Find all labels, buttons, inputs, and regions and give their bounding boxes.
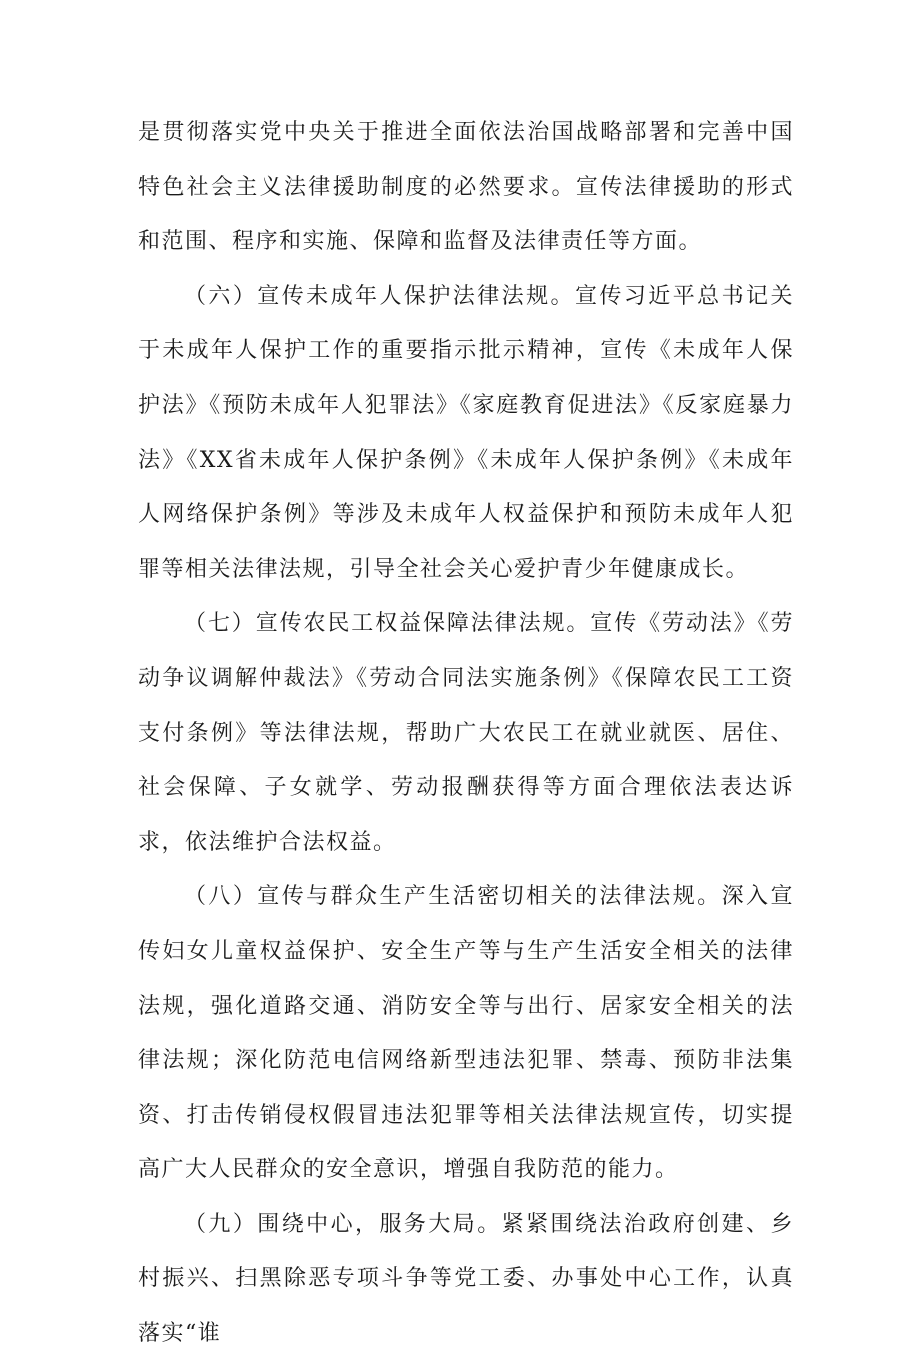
paragraph-legal-aid-continuation: 是贯彻落实党中央关于推进全面依法治国战略部署和完善中国特色社会主义法律援助制度的必然要求。宣传法律援助的形式和范围、程序和实施、保障和监督及法律责任等方面。	[138, 120, 794, 255]
paragraph-serve-overall-situation: （九）围绕中心，服务大局。紧紧围绕法治政府创建、乡村振兴、扫黑除恶专项斗争等党工委、办事处中心工作，认真落实“谁	[138, 1211, 794, 1347]
paragraph-minor-protection: （六）宣传未成年人保护法律法规。宣传习近平总书记关于未成年人保护工作的重要指示批示精神，宣传《未成年人保护法》《预防未成年人犯罪法》《家庭教育促进法》《反家庭暴力法》《XX省未成年人保护条例》《未成年人保护条例》《未成年人网络保护条例》等涉及未成年人权益保护和预防未成年人犯罪等相关法律法规，引导全社会关心爱护青少年健康成长。	[138, 283, 794, 582]
paragraph-daily-life-laws: （八）宣传与群众生产生活密切相关的法律法规。深入宣传妇女儿童权益保护、安全生产等与生产生活安全相关的法律法规，强化道路交通、消防安全等与出行、居家安全相关的法律法规；深化防范电信网络新型违法犯罪、禁毒、预防非法集资、打击传销侵权假冒违法犯罪等相关法律法规宣传，切实提高广大人民群众的安全意识，增强自我防范的能力。	[138, 884, 794, 1183]
paragraph-migrant-worker-rights: （七）宣传农民工权益保障法律法规。宣传《劳动法》《劳动争议调解仲裁法》《劳动合同法实施条例》《保障农民工工资支付条例》等法律法规，帮助广大农民工在就业就医、居住、社会保障、子女就学、劳动报酬获得等方面合理依法表达诉求，依法维护合法权益。	[138, 611, 794, 855]
document-body	[138, 106, 794, 1362]
